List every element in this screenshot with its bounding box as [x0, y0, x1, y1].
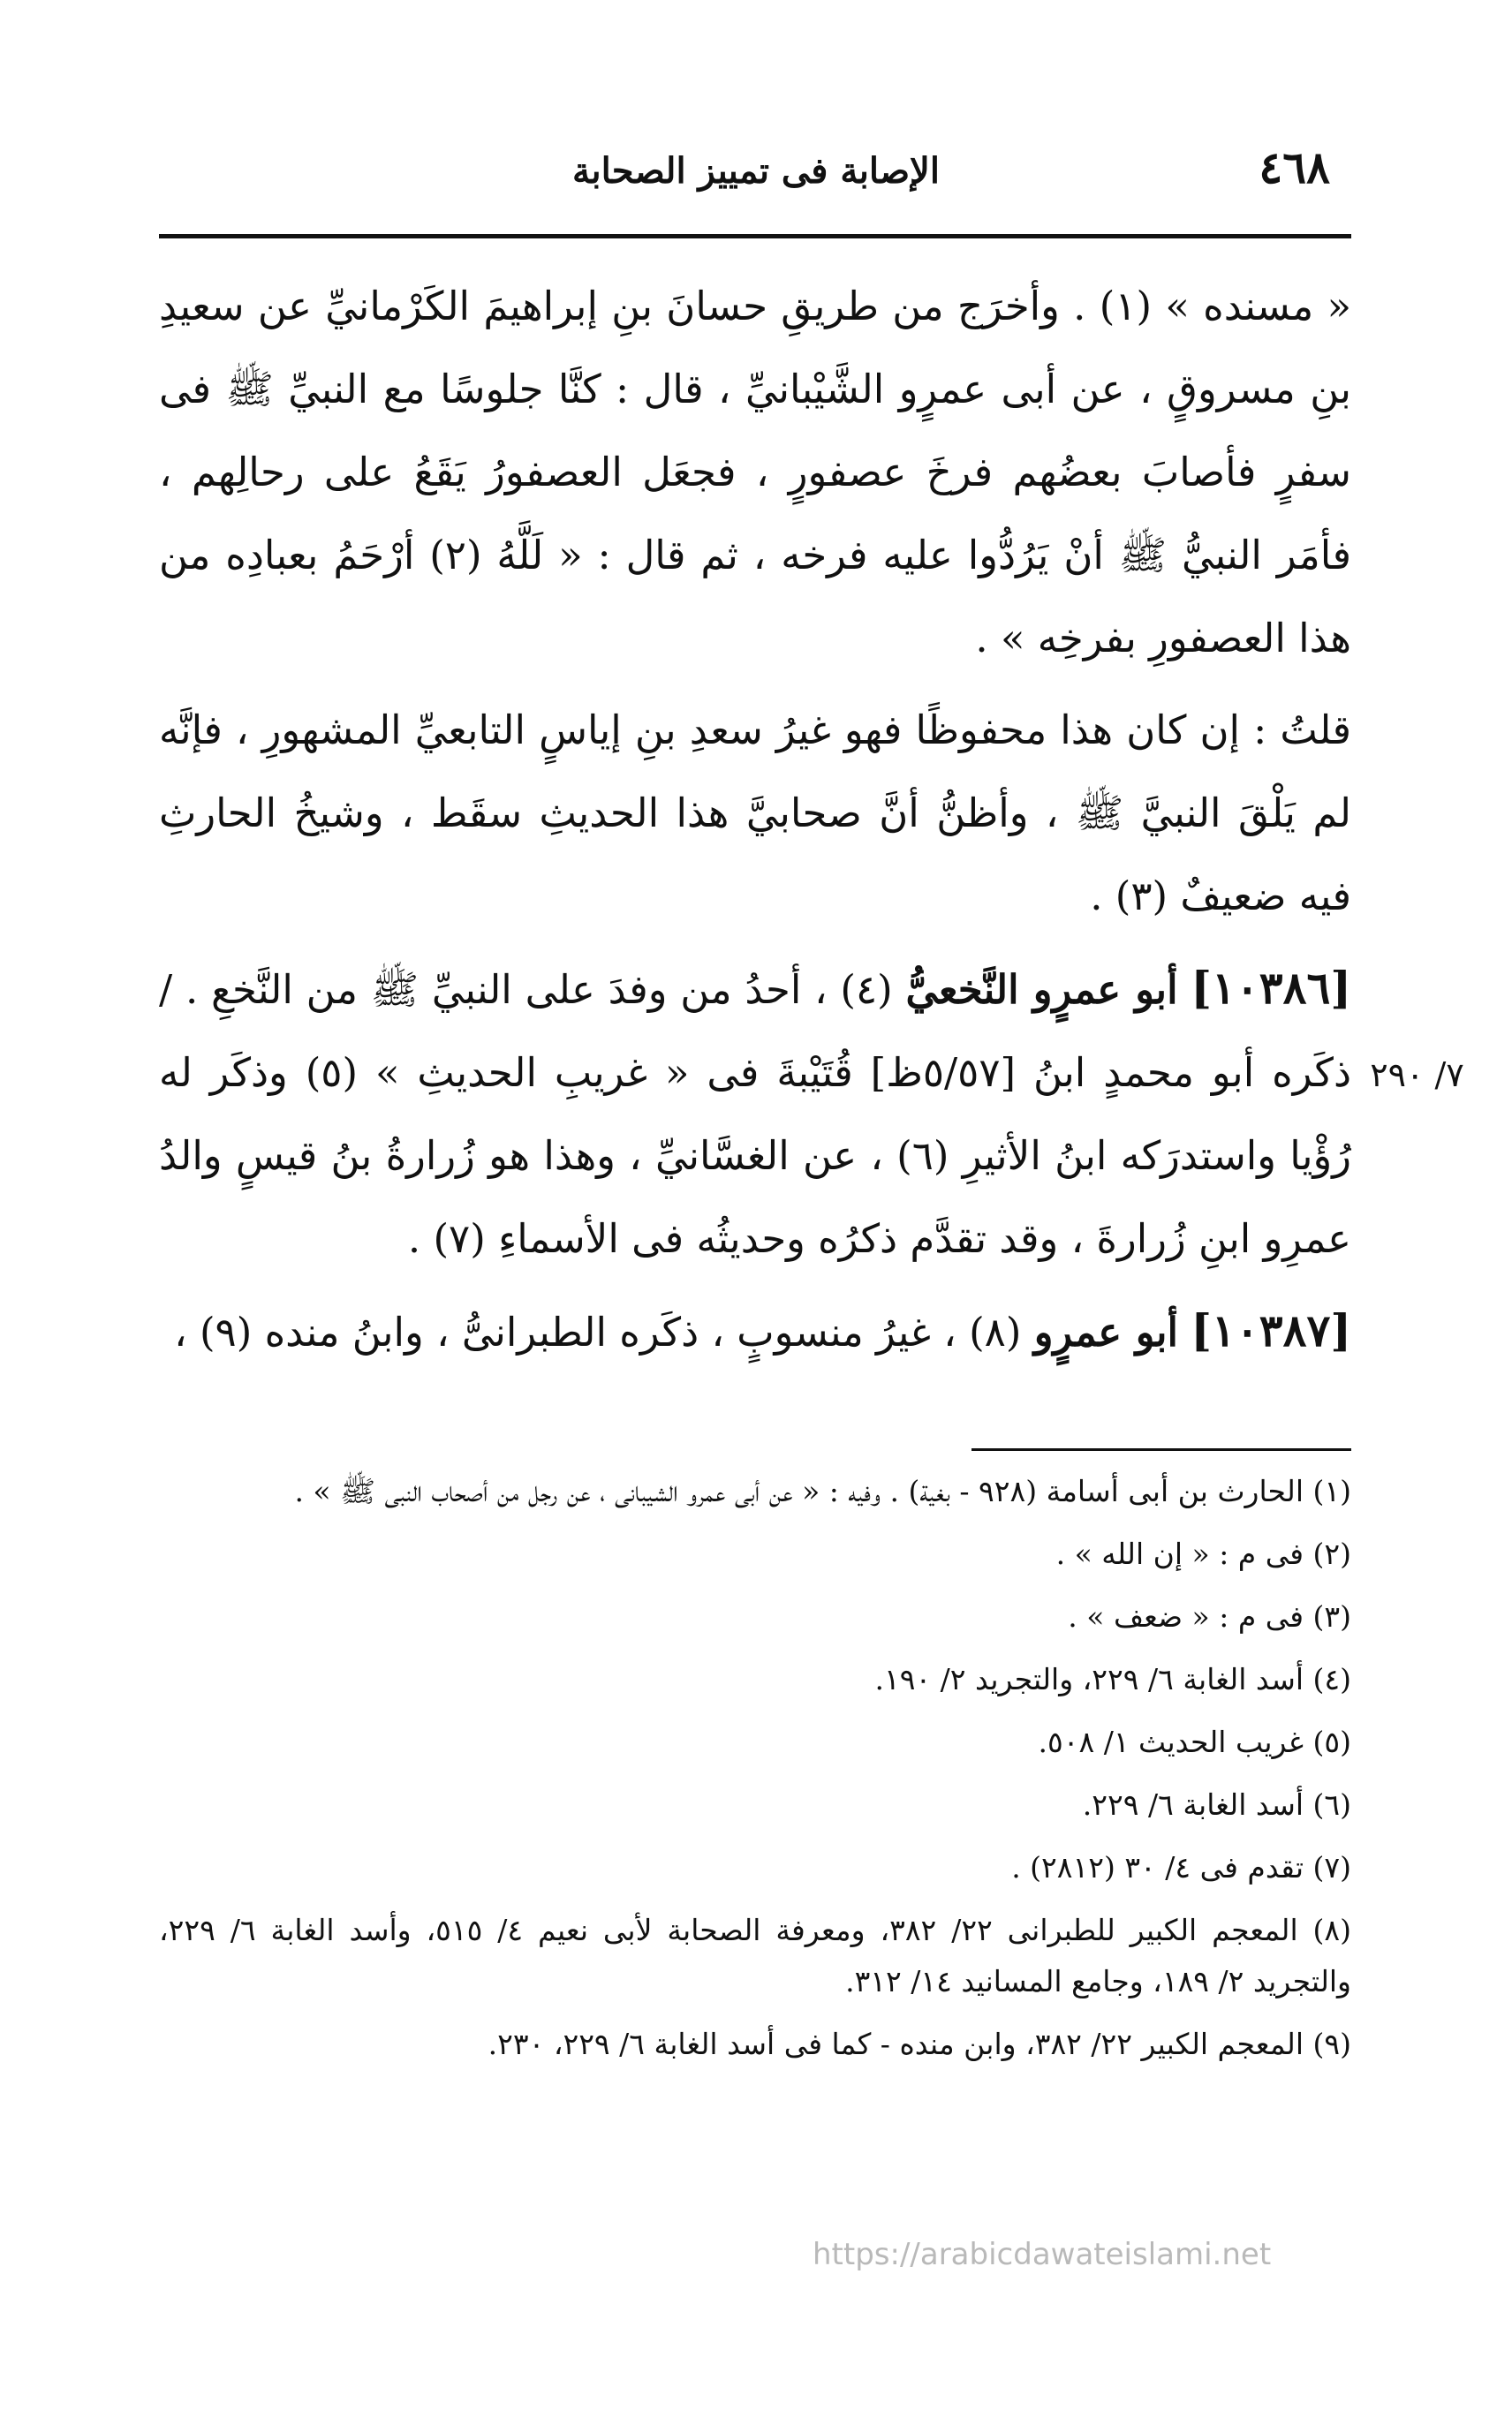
watermark: https://arabicdawateislami.net: [813, 2237, 1272, 2272]
header-rule: [159, 234, 1351, 238]
footnote: (٩) المعجم الكبير ٢٢/ ٣٨٢، وابن منده - كما فى أسد الغابة ٦/ ٢٢٩، ٢٣٠.: [488, 2027, 1351, 2061]
footnote: (٦) أسد الغابة ٦/ ٢٢٩.: [1082, 1787, 1351, 1822]
footnote: (٤) أسد الغابة ٦/ ٢٢٩، والتجريد ٢/ ١٩٠.: [874, 1662, 1351, 1696]
entry-10386: [159, 947, 1351, 1281]
page-number: ٤٦٨: [1259, 141, 1330, 193]
footnote-rule: [971, 1448, 1351, 1451]
entry-number: [١٠٣٨٧]: [1191, 1304, 1351, 1356]
entry-name: أبو عمرٍو: [1033, 1309, 1179, 1356]
main-text: [159, 265, 1351, 1374]
footnote: (٨) المعجم الكبير للطبرانى ٢٢/ ٣٨٢، ومعرفة الصحابة لأبى نعيم ٤/ ٥١٥، وأسد الغابة ٦/ ٢٢٩، والتجريد ٢/ ١٨٩، وجامع المسانيد ١٤/ ٣١٢.: [159, 1913, 1352, 1998]
margin-reference: ٧/ ٢٩٠: [1370, 1055, 1464, 1094]
running-title: الإصابة فى تمييز الصحابة: [572, 150, 940, 192]
entry-text: (٤) ، أحدُ من وفدَ على النبيِّ ﷺ من النَّخعِ . /ذكَره أبو محمدٍ ابنُ [٥/٥٧ظ] قُتَيْبةَ فى « غريبِ الحديثِ » (٥) وذكَر له رُؤْيا واستدرَكه ابنُ الأثيرِ (٦) ، عن الغسَّانيِّ ، وهذا هو زُرارةُ بنُ قيسٍ والدُ عمرِو ابنِ زُرارةَ ، وقد تقدَّم ذكرُه وحديثُه فى الأسماءِ (٧) .: [159, 966, 1351, 1262]
entry-number: [١٠٣٨٦]: [1191, 962, 1352, 1014]
footnote: (٢) فى م : « إن الله » .: [1055, 1537, 1351, 1571]
footnote: (٥) غريب الحديث ١/ ٥٠٨.: [1038, 1725, 1351, 1759]
entry-text: (٨) ، غيرُ منسوبٍ ، ذكَره الطبرانىُّ ، وابنُ منده (٩) ،: [174, 1309, 1022, 1356]
footnote: (٧) تقدم فى ٤/ ٣٠ (٢٨١٢) .: [1011, 1850, 1351, 1885]
paragraph-2: قلتُ : إن كان هذا محفوظًا فهو غيرُ سعدِ بنِ إياسٍ التابعيِّ المشهورِ ، فإنَّه لم يَلْقَ النبيَّ ﷺ ، وأظنُّ أنَّ صحابيَّ هذا الحديثِ سقَط ، وشيخُ الحارثِ فيه ضعيفٌ (٣) .: [159, 706, 1351, 919]
footnote: (٣) فى م : « ضعف » .: [1068, 1599, 1351, 1634]
entry-name: أبو عمرٍو النَّخعيُّ: [905, 966, 1178, 1013]
footnotes: [159, 1466, 1351, 2081]
entry-10387: [159, 1289, 1351, 1374]
footnote: (١) الحارث بن أبى أسامة (٩٢٨ - بغية) . وفيه : « عن أبى عمرو الشيبانى ، عن رجل من أصحاب النبى ﷺ » .: [294, 1474, 1351, 1508]
paragraph-1: « مسنده » (١) . وأخرَج من طريقِ حسانَ بنِ إبراهيمَ الكَرْمانيِّ عن سعيدِ بنِ مسروقٍ ، عن أبى عمرٍو الشَّيْبانيِّ ، قال : كنَّا جلوسًا مع النبيِّ ﷺ فى سفرٍ فأصابَ بعضُهم فرخَ عصفورٍ ، فجعَل العصفورُ يَقَعُ على رحالِهم ، فأمَر النبيُّ ﷺ أنْ يَرُدُّوا عليه فرخه ، ثم قال : « لَلَّهُ (٢) أرْحَمُ بعبادِه من هذا العصفورِ بفرخِه » .: [159, 283, 1351, 661]
